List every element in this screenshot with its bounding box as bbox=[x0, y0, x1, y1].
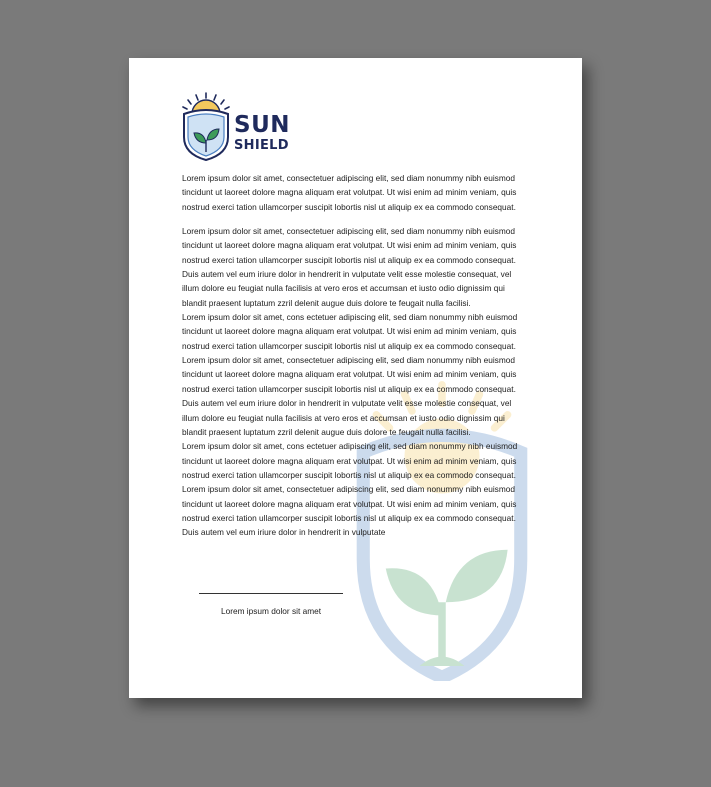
text-line: illum dolore eu feugiat nulla facilisis at vero eros et accumsan et iusto odio dignissim qui bbox=[182, 283, 505, 294]
text-line: tincidunt ut laoreet dolore magna aliquam erat volutpat. Ut wisi enim ad minim veniam, quis bbox=[182, 240, 517, 251]
text-line: Duis autem vel eum iriure dolor in hendrerit in vulputate velit esse molestie consequat, vel bbox=[182, 269, 512, 280]
paragraph-1 bbox=[182, 171, 542, 214]
text-line: nostrud exerci tation ullamcorper suscipit lobortis nisl ut aliquip ex ea commodo consequat. bbox=[182, 469, 516, 480]
text-line: nostrud exerci tation ullamcorper suscipit lobortis nisl ut aliquip ex ea commodo consequat. bbox=[182, 201, 516, 212]
brand-name-line1: SUN bbox=[234, 112, 290, 138]
text-line: nostrud exerci tation ullamcorper suscipit lobortis nisl ut aliquip ex ea commodo consequat. bbox=[182, 383, 516, 394]
text-line: nostrud exerci tation ullamcorper suscipit lobortis nisl ut aliquip ex ea commodo consequat. bbox=[182, 254, 516, 265]
text-line: tincidunt ut laoreet dolore magna aliquam erat volutpat. Ut wisi enim ad minim veniam, quis bbox=[182, 498, 517, 509]
text-line: tincidunt ut laoreet dolore magna aliquam erat volutpat. Ut wisi enim ad minim veniam, quis bbox=[182, 455, 517, 466]
brand-name-line2: SHIELD bbox=[234, 138, 289, 153]
text-line: tincidunt ut laoreet dolore magna aliquam erat volutpat. Ut wisi enim ad minim veniam, quis bbox=[182, 187, 517, 198]
brand-wordmark bbox=[234, 114, 290, 152]
brand-logo bbox=[181, 92, 290, 162]
letterhead-page bbox=[129, 58, 582, 698]
text-line: Lorem ipsum dolor sit amet, consectetuer adipiscing elit, sed diam nonummy nibh euismod bbox=[182, 226, 515, 237]
signature-name: Lorem ipsum dolor sit amet bbox=[220, 606, 322, 616]
text-line: Lorem ipsum dolor sit amet, consectetuer adipiscing elit, sed diam nonummy nibh euismod bbox=[182, 484, 515, 495]
text-line: Lorem ipsum dolor sit amet, consectetuer adipiscing elit, sed diam nonummy nibh euismod bbox=[182, 173, 515, 183]
text-line: Lorem ipsum dolor sit amet, cons ectetuer adipiscing elit, sed diam nonummy nibh euismod bbox=[182, 312, 518, 323]
paragraph-2 bbox=[182, 224, 542, 540]
text-line: tincidunt ut laoreet dolore magna aliquam erat volutpat. Ut wisi enim ad minim veniam, quis bbox=[182, 369, 517, 380]
text-line: illum dolore eu feugiat nulla facilisis at vero eros et accumsan et iusto odio dignissim qui bbox=[182, 412, 505, 423]
text-line: Duis autem vel eum iriure dolor in hendrerit in vulputate bbox=[182, 527, 386, 538]
text-line: blandit praesent luptatum zzril delenit augue duis dolore te feugait nulla facilisi. bbox=[182, 297, 471, 308]
letter-body bbox=[182, 171, 542, 540]
text-line: blandit praesent luptatum zzril delenit augue duis dolore te feugait nulla facilisi. bbox=[182, 426, 471, 437]
text-line: tincidunt ut laoreet dolore magna aliquam erat volutpat. Ut wisi enim ad minim veniam, quis bbox=[182, 326, 517, 337]
signature-line bbox=[199, 593, 343, 594]
text-line: Lorem ipsum dolor sit amet, cons ectetuer adipiscing elit, sed diam nonummy nibh euismod bbox=[182, 441, 518, 452]
sun-shield-logo-icon bbox=[181, 92, 231, 162]
text-line: Duis autem vel eum iriure dolor in hendrerit in vulputate velit esse molestie consequat, vel bbox=[182, 398, 512, 409]
text-line: nostrud exerci tation ullamcorper suscipit lobortis nisl ut aliquip ex ea commodo consequat. bbox=[182, 512, 516, 523]
text-line: nostrud exerci tation ullamcorper suscipit lobortis nisl ut aliquip ex ea commodo consequat. bbox=[182, 340, 516, 351]
text-line: Lorem ipsum dolor sit amet, consectetuer adipiscing elit, sed diam nonummy nibh euismod bbox=[182, 355, 515, 366]
